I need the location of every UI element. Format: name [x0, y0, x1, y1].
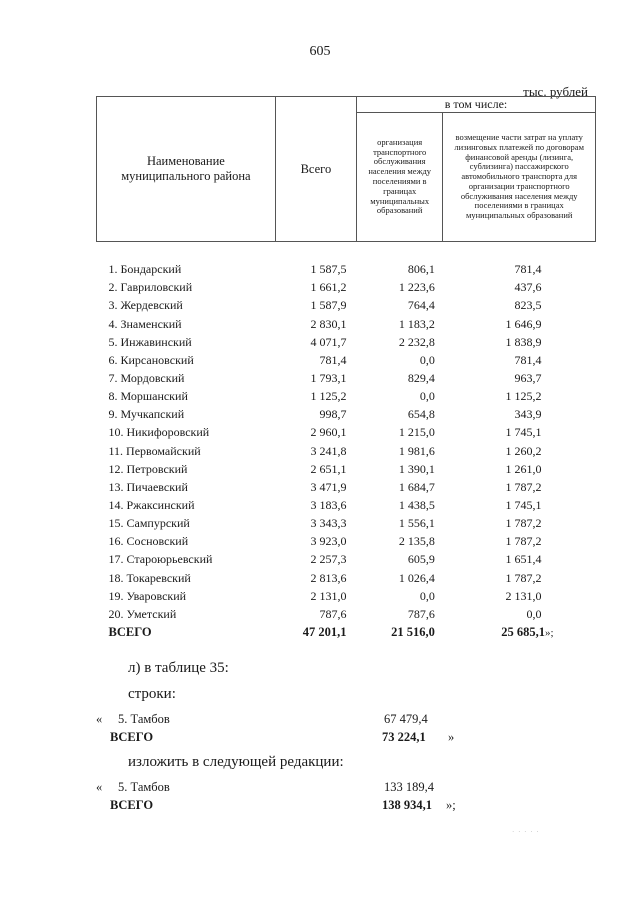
grand-total-cell: 47 201,1 [302, 625, 347, 640]
transport-service-cell: 1 981,6 [398, 443, 435, 458]
table-row [97, 587, 596, 605]
district-name-cell: 10. Никифоровский [108, 425, 210, 440]
transport-service-cell: 0,0 [419, 352, 435, 367]
rows-label: строки: [128, 686, 176, 702]
old-total-suffix: » [448, 730, 455, 744]
table-row [97, 369, 596, 387]
transport-service-cell: 0,0 [419, 588, 435, 603]
total-cell: 1 793,1 [310, 371, 347, 386]
table-row [97, 532, 596, 550]
state-label: изложить в следующей редакции: [128, 754, 344, 770]
district-name-cell: 4. Знаменский [108, 316, 182, 331]
new-row-value: 133 189,4 [384, 780, 434, 794]
leasing-compensation-cell: 1 787,2 [505, 570, 542, 585]
transport-service-cell: 1 223,6 [398, 280, 435, 295]
table-body [97, 242, 596, 642]
table-row [97, 550, 596, 568]
total-cell: 1 587,9 [310, 298, 347, 313]
leasing-compensation-cell: 0,0 [526, 606, 542, 621]
leasing-compensation-cell: 1 787,2 [505, 516, 542, 531]
header-spacer [97, 242, 596, 261]
district-name-cell: 6. Кирсановский [108, 352, 194, 367]
header-col-transport-service: организация транспортного обслуживания населения между поселениями в границах муниципальных образований [356, 113, 442, 242]
item-l-heading: л) в таблице 35: [128, 660, 229, 676]
grand-leasing-cell [443, 623, 596, 642]
table-row [97, 569, 596, 587]
transport-service-cell: 1 390,1 [398, 461, 435, 476]
unit-label: тыс. рублей [523, 84, 588, 99]
total-cell: 3 923,0 [310, 534, 347, 549]
total-cell: 3 183,6 [310, 498, 347, 513]
new-row-name: 5. Тамбов [118, 780, 170, 794]
table-row [97, 478, 596, 496]
transport-service-cell: 2 232,8 [398, 334, 435, 349]
old-total-value: 73 224,1 [382, 730, 426, 744]
transport-service-cell: 764,4 [407, 298, 435, 313]
leasing-compensation-cell: 1 260,2 [505, 443, 542, 458]
new-total-suffix: »; [446, 798, 456, 812]
table-row [97, 315, 596, 333]
transport-service-cell: 1 684,7 [398, 479, 435, 494]
header-col-leasing-compensation: возмещение части затрат на уплату лизинговых платежей по договорам финансовой аренды (лизинга, сублизинга) пассажирского автомобильного транспорта для организации транспортного обслуживания населения между поселениями в границах муниципальных образований [443, 113, 596, 242]
district-name-cell: 3. Жердевский [108, 298, 183, 313]
leasing-compensation-cell: 1 261,0 [505, 461, 542, 476]
district-name-cell: 17. Староюрьевский [108, 552, 213, 567]
table-row [97, 442, 596, 460]
leasing-compensation-cell: 823,5 [514, 298, 542, 313]
total-cell: 781,4 [319, 352, 347, 367]
old-total-label: ВСЕГО [110, 730, 154, 744]
faint-stamp: · · · · · [512, 828, 540, 836]
transport-service-cell: 654,8 [407, 407, 435, 422]
table-row [97, 278, 596, 296]
leasing-compensation-cell: 1 646,9 [505, 316, 542, 331]
leasing-compensation-cell: 2 131,0 [505, 588, 542, 603]
page-number: 605 [309, 44, 331, 59]
leasing-compensation-cell: 1 651,4 [505, 552, 542, 567]
leasing-compensation-cell: 1 787,2 [505, 479, 542, 494]
district-name-cell: 11. Первомайский [108, 443, 201, 458]
total-cell: 2 960,1 [310, 425, 347, 440]
leasing-compensation-cell: 1 838,9 [505, 334, 542, 349]
new-quote: « [96, 780, 103, 794]
leasing-compensation-cell: 781,4 [514, 352, 542, 367]
new-total-value: 138 934,1 [382, 798, 432, 812]
total-cell: 1 661,2 [310, 280, 347, 295]
district-name-cell: 19. Уваровский [108, 588, 187, 603]
transport-service-cell: 2 135,8 [398, 534, 435, 549]
district-name-cell: 2. Гавриловский [108, 280, 193, 295]
district-name-cell: 20. Уметский [108, 606, 177, 621]
table-row [97, 496, 596, 514]
old-row-value: 67 479,4 [384, 712, 428, 726]
new-total-label: ВСЕГО [110, 798, 154, 812]
transport-service-cell: 1 026,4 [398, 570, 435, 585]
total-row [97, 623, 596, 642]
transport-service-cell: 1 556,1 [398, 516, 435, 531]
district-name-cell: 1. Бондарский [108, 262, 182, 277]
transport-service-cell: 1 438,5 [398, 498, 435, 513]
district-name-cell: 13. Пичаевский [108, 479, 188, 494]
total-cell: 2 830,1 [310, 316, 347, 331]
table-row [97, 296, 596, 314]
grand-leasing-suffix: »; [544, 626, 554, 639]
total-cell: 998,7 [319, 407, 347, 422]
total-cell: 2 131,0 [310, 588, 347, 603]
table-row [97, 260, 596, 278]
district-name-cell: 5. Инжавинский [108, 334, 192, 349]
transport-service-cell: 787,6 [407, 606, 435, 621]
leasing-compensation-cell: 963,7 [514, 371, 542, 386]
grand-leasing-value: 25 685,1 [501, 624, 545, 639]
table-row [97, 405, 596, 423]
leasing-compensation-cell: 1 125,2 [505, 389, 542, 404]
subsidy-table [96, 96, 596, 642]
total-label: ВСЕГО [108, 625, 152, 640]
header-including: в том числе: [356, 97, 595, 113]
header-district-name: Наименование муниципального района [97, 97, 276, 242]
total-cell: 3 471,9 [310, 479, 347, 494]
transport-service-cell: 829,4 [407, 371, 435, 386]
total-cell: 3 241,8 [310, 443, 347, 458]
table-row [97, 605, 596, 623]
district-name-cell: 12. Петровский [108, 461, 188, 476]
leasing-compensation-cell: 1 745,1 [505, 498, 542, 513]
transport-service-cell: 0,0 [419, 389, 435, 404]
total-cell: 1 587,5 [310, 262, 347, 277]
table-row [97, 423, 596, 441]
leasing-compensation-cell: 343,9 [514, 407, 542, 422]
total-cell: 4 071,7 [310, 334, 347, 349]
district-name-cell: 7. Мордовский [108, 371, 185, 386]
total-cell: 3 343,3 [310, 516, 347, 531]
total-cell: 1 125,2 [310, 389, 347, 404]
table-row [97, 387, 596, 405]
header-total: Всего [275, 97, 356, 242]
grand-transport-cell: 21 516,0 [391, 625, 435, 640]
transport-service-cell: 605,9 [407, 552, 435, 567]
table-row [97, 351, 596, 369]
old-quote: « [96, 712, 103, 726]
table-row [97, 514, 596, 532]
transport-service-cell: 806,1 [407, 262, 435, 277]
leasing-compensation-cell: 1 745,1 [505, 425, 542, 440]
transport-service-cell: 1 215,0 [398, 425, 435, 440]
district-name-cell: 9. Мучкапский [108, 407, 185, 422]
district-name-cell: 8. Моршанский [108, 389, 188, 404]
district-name-cell: 18. Токаревский [108, 570, 191, 585]
district-name-cell: 16. Сосновский [108, 534, 189, 549]
leasing-compensation-cell: 437,6 [514, 280, 542, 295]
leasing-compensation-cell: 1 787,2 [505, 534, 542, 549]
total-cell: 2 257,3 [310, 552, 347, 567]
district-name-cell: 14. Ржаксинский [108, 498, 195, 513]
total-cell: 2 813,6 [310, 570, 347, 585]
leasing-compensation-cell: 781,4 [514, 262, 542, 277]
total-cell: 2 651,1 [310, 461, 347, 476]
table-row [97, 333, 596, 351]
transport-service-cell: 1 183,2 [398, 316, 435, 331]
total-cell: 787,6 [319, 606, 347, 621]
district-name-cell: 15. Сампурский [108, 516, 190, 531]
table-row [97, 460, 596, 478]
old-row-name: 5. Тамбов [118, 712, 170, 726]
